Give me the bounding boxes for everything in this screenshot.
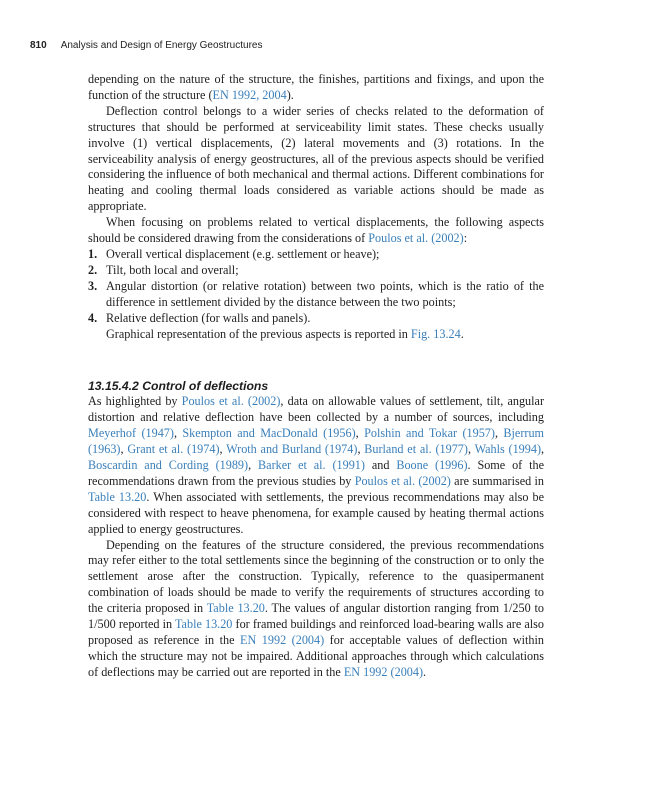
list-text: Overall vertical displacement (e.g. settlement or heave); <box>106 246 380 261</box>
citation-link[interactable]: Poulos et al. (2002) <box>181 394 281 409</box>
list-item <box>88 279 544 311</box>
paragraph <box>88 327 544 343</box>
text-run: . <box>460 326 464 341</box>
text-run: . <box>423 664 427 679</box>
text-run: , <box>541 442 545 457</box>
text-run: : <box>463 231 468 246</box>
text-run: , <box>120 442 128 457</box>
citation-link[interactable]: Bjerrum (1963) <box>88 426 545 457</box>
section-title: Control of deflections <box>142 379 269 394</box>
citation-link[interactable]: Boscardin and Cording (1989) <box>88 458 249 473</box>
citation-link[interactable]: Burland et al. (1977) <box>364 442 468 457</box>
paragraph: Deflection control belongs to a wider series of checks related to the deformation of structures that should be performed at serviceability limit states. These checks usually involve (1) vertical displacements, (2) lateral movements and (3) rotations. In the serviceability analysis of energy geostructures, all of the previous aspects should be verified considering the influence of both mechanical and thermal actions. Different combinations for heating and cooling thermal loads considered as variable actions should be made as appropriate. <box>88 103 544 214</box>
list-item <box>88 263 544 279</box>
citation-link[interactable]: Meyerhof (1947) <box>88 426 174 441</box>
running-header <box>30 40 588 51</box>
text-run: and <box>364 458 397 473</box>
list-number: 1. <box>88 246 98 261</box>
text-run: , <box>219 442 227 457</box>
text-run: , <box>494 426 504 441</box>
body-text <box>88 72 544 681</box>
list-item <box>88 311 544 327</box>
list-text: Tilt, both local and overall; <box>106 262 239 277</box>
figure-link[interactable]: Fig. 13.24 <box>410 326 461 341</box>
list-text: Relative deflection (for walls and panels). <box>106 310 311 325</box>
text-run: When focusing on problems related to vertical displacements, the following aspects should be considered drawing from the considerations of <box>88 215 544 246</box>
page-number: 810 <box>30 40 47 51</box>
text-run: depending on the nature of the structure, the finishes, partitions and fixings, and upon the function of the structure ( <box>88 72 544 102</box>
text-run: . Some of the recommendations drawn from the previous studies by <box>88 458 544 488</box>
section-heading <box>88 378 544 394</box>
citation-link[interactable]: Wahls (1994) <box>474 442 541 457</box>
list-number: 3. <box>88 278 98 293</box>
citation-link[interactable]: Polshin and Tokar (1957) <box>364 426 495 441</box>
paragraph <box>88 215 544 247</box>
text-run: , <box>467 442 475 457</box>
text-run: , <box>357 442 365 457</box>
table-link[interactable]: Table 13.20 <box>206 601 265 616</box>
citation-link[interactable]: EN 1992 (2004) <box>240 633 325 647</box>
text-run: . When associated with settlements, the previous recommendations may also be considered with respect to heave phenomena, for example caused by heating thermal actions applied to energy geostructures. <box>88 489 544 536</box>
text-run: for acceptable values of deflection within which the structure may not be impaired. Additional approaches through which calculations of deflections may be carried out are reported in the <box>88 633 544 679</box>
text-run: are summarised in <box>450 473 544 488</box>
text-run: for framed buildings and reinforced load-bearing walls are also proposed as reference in the <box>88 617 544 647</box>
text-run: As highlighted by <box>88 394 182 409</box>
citation-link[interactable]: Poulos et al. (2002) <box>368 231 464 246</box>
list-number: 4. <box>88 310 98 325</box>
paragraph <box>88 538 544 681</box>
table-link[interactable]: Table 13.20 <box>88 489 147 504</box>
list-number: 2. <box>88 262 98 277</box>
text-run: , <box>355 426 365 441</box>
text-run: Graphical representation of the previous aspects is reported in <box>106 326 411 341</box>
text-run: , <box>173 426 183 441</box>
paragraph <box>88 72 544 104</box>
text-run: Depending on the features of the structure considered, the previous recommendations may refer either to the total settlements since the beginning of the construction or to only the settlement arose after the construction. Typically, reference to the quasipermanent combination of loads should be made to verify the requirements of structures according to the criteria proposed in <box>88 537 544 616</box>
list-item <box>88 247 544 263</box>
text-run: , <box>248 458 259 473</box>
citation-link[interactable]: Wroth and Burland (1974) <box>226 442 358 457</box>
citation-link[interactable]: Barker et al. (1991) <box>258 458 365 473</box>
running-title: Analysis and Design of Energy Geostructures <box>60 40 263 51</box>
aspects-list <box>88 247 544 327</box>
citation-link[interactable]: Skempton and MacDonald (1956) <box>182 426 356 441</box>
citation-link[interactable]: Poulos et al. (2002) <box>354 473 451 488</box>
table-link[interactable]: Table 13.20 <box>174 617 233 632</box>
citation-link[interactable]: EN 1992, 2004 <box>212 87 287 102</box>
text-run: ). <box>286 87 294 102</box>
citation-link[interactable]: Boone (1996) <box>396 458 468 473</box>
section-number: 13.15.4.2 <box>88 379 139 394</box>
text-run: . The values of angular distortion ranging from 1/250 to 1/500 reported in <box>88 601 544 632</box>
list-text: Angular distortion (or relative rotation) between two points, which is the ratio of the difference in settlement divided by the distance between the two points; <box>106 278 544 309</box>
citation-link[interactable]: Grant et al. (1974) <box>127 442 220 457</box>
text-run: , data on allowable values of settlement, tilt, angular distortion and relative deflection have been collected by a number of sources, including <box>88 394 545 425</box>
citation-link[interactable]: EN 1992 (2004) <box>343 664 424 679</box>
paragraph <box>88 394 544 537</box>
